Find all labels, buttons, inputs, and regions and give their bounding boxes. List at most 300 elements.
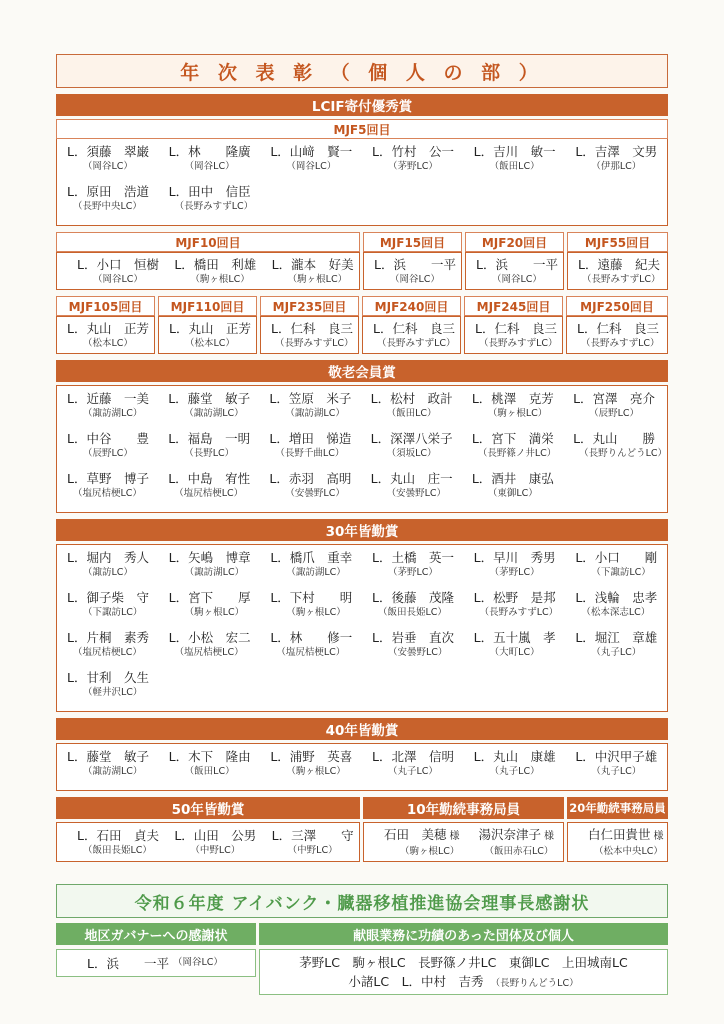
person-name: [169, 549, 261, 566]
person-name-text: L．御子柴 守: [67, 590, 149, 605]
person-name-text: L．片桐 素秀: [67, 630, 149, 645]
person-club: （駒ヶ根LC）: [287, 273, 348, 285]
person-club: （塩尻桔梗LC）: [73, 647, 142, 658]
person-name-text: L．甘利 久生: [67, 670, 149, 685]
person-entry: [362, 589, 464, 629]
jimu20-grid: [578, 826, 667, 859]
person-name-text: L．木下 隆由: [168, 749, 251, 764]
person-club: （諏訪湖LC）: [285, 408, 345, 419]
person-club: （茅野LC）: [387, 567, 438, 578]
person-name-text: L．岩垂 直次: [371, 630, 454, 645]
mjf-row-2: [56, 296, 668, 354]
person-name: [67, 390, 158, 407]
person-entry: [158, 430, 259, 470]
person-name: [169, 143, 261, 160]
person-name: [575, 143, 667, 160]
person-name-text: L．橋田 利雄: [174, 256, 257, 272]
mjf5-grid: [57, 139, 667, 225]
person-name-text: L．吉澤 文男: [575, 144, 658, 159]
person-club: （飯田長姫LC）: [377, 607, 447, 618]
mjf235-box: [260, 316, 359, 354]
person-entry: [361, 430, 462, 470]
kaikin40-header: 40年皆勤賞: [56, 718, 668, 740]
person-club: （岡谷LC）: [492, 273, 542, 285]
person-name-text: L．酒井 康弘: [471, 471, 554, 486]
person-club: （長野千曲LC）: [275, 448, 345, 459]
person-name: [479, 826, 564, 845]
person-club: （松本中央LC）: [594, 845, 663, 857]
person-entry: [159, 629, 261, 669]
person-club: （下諏訪LC）: [83, 607, 143, 618]
person-name: [372, 143, 464, 160]
person-name: [272, 256, 359, 273]
contrib-header: 献眼業務に功績のあった団体及び個人: [259, 923, 668, 945]
person-entry: [159, 549, 261, 589]
person-name: [472, 470, 563, 487]
mjf250-box: [566, 316, 668, 354]
person-name-text: L．草野 博子: [67, 471, 149, 486]
person-club: （軽井沢LC）: [83, 687, 143, 698]
person-club: （諏訪湖LC）: [286, 567, 346, 578]
person-name: L．仁科 良三: [271, 320, 353, 336]
page-title: 年 次 表 彰 （ 個 人 の 部 ）: [56, 54, 668, 88]
person-entry: [158, 470, 259, 510]
keiro-header: 敬老会員賞: [56, 360, 668, 382]
person-club: （飯田長姫LC）: [83, 844, 152, 856]
person-entry: [374, 826, 469, 859]
person-name-text: L．藤堂 敏子: [168, 391, 251, 406]
person-club: （安曇野LC）: [386, 488, 447, 499]
person-name: L．仁科 良三: [475, 320, 557, 336]
mjf55-label: MJF55回目: [567, 232, 668, 252]
person-name-text: L．松野 是邦: [473, 590, 556, 605]
person-name: [169, 748, 261, 765]
person-name: [270, 549, 362, 566]
eyebank-title: 令和６年度 アイバンク・臓器移植推進協会理事長感謝状: [56, 884, 668, 918]
person-name-text: L．笠原 米子: [269, 391, 352, 406]
person-entry: [361, 390, 462, 430]
person-entry: [362, 143, 464, 183]
person-name: L．浜 一平: [374, 256, 456, 272]
person-name: [67, 669, 159, 686]
contrib-line-2: 小諸LC L．中村 吉秀: [348, 973, 484, 989]
person-name-text: L．矢嶋 博章: [168, 550, 251, 565]
person-name: [474, 748, 566, 765]
bottom-awards-row: [56, 797, 668, 862]
person-club: （長野LC）: [184, 448, 235, 459]
person-name: L．丸山 正芳: [67, 320, 149, 336]
person-entry: [565, 549, 667, 589]
mjf10-label: MJF10回目: [56, 232, 360, 252]
person-name-text: L．瀧本 好美: [271, 256, 354, 272]
person-name-text: L．三澤 守: [271, 827, 354, 843]
person-name-text: L．林 隆廣: [168, 144, 251, 159]
person-name-text: L．福島 一明: [168, 431, 251, 446]
kaikin50-header: 50年皆勤賞: [56, 797, 360, 819]
mjf15-box: [363, 252, 462, 290]
person-name-text: L．小松 宏二: [168, 630, 251, 645]
person-name-text: L．五十嵐 孝: [473, 630, 556, 645]
jimu20-header: 20年勤続事務局員: [567, 797, 668, 819]
person-club: （長野みすずLC）: [377, 337, 456, 349]
person-name: [174, 827, 261, 844]
person-club: （長野みすずLC）: [174, 201, 254, 212]
person-name: [474, 589, 566, 606]
person-club: （伊那LC）: [591, 161, 642, 172]
mjf5-label: MJF5回目: [56, 119, 668, 139]
person-club: （駒ヶ根LC）: [190, 273, 250, 285]
person-club: （飯田LC）: [489, 161, 540, 172]
governor-box: [56, 949, 256, 977]
person-club: （塩尻桔梗LC）: [174, 488, 244, 499]
person-name: [270, 629, 362, 646]
jimu10-header: 10年勤続事務局員: [363, 797, 564, 819]
person-club: （長野みすずLC）: [479, 337, 558, 349]
person-entry: [361, 470, 462, 510]
person-club: （岡谷LC）: [286, 161, 337, 172]
person-name: L．丸山 正芳: [169, 320, 251, 336]
person-name: [372, 748, 464, 765]
person-name-text: L．中谷 豊: [67, 431, 149, 446]
person-name-text: L．丸山 康雄: [473, 749, 556, 764]
person-entry: [262, 827, 359, 858]
person-name-text: L．宮下 満栄: [471, 431, 554, 446]
person-club: （長野みすずLC）: [582, 273, 661, 285]
person-name: [270, 589, 362, 606]
person-name: L．遠藤 紀夫: [578, 256, 660, 272]
person-name-text: L．浦野 英喜: [270, 749, 353, 764]
person-club: （松本LC）: [185, 337, 235, 349]
person-name: [269, 390, 360, 407]
person-name-text: L．早川 秀男: [473, 550, 556, 565]
contrib-line-1: 茅野LC 駒ヶ根LC 長野篠ノ井LC 東御LC 上田城南LC: [299, 954, 628, 970]
person-name-text: L．松村 政計: [370, 391, 453, 406]
person-name-text: L．後藤 茂隆: [371, 590, 454, 605]
person-name: [372, 549, 464, 566]
person-name-text: L．中沢甲子雄: [575, 749, 658, 764]
mjf10-grid: [67, 256, 359, 287]
person-entry: [464, 748, 566, 788]
governor-header: 地区ガバナーへの感謝状: [56, 923, 256, 945]
kaikin30-grid: [57, 545, 667, 711]
person-club: （下諏訪LC）: [591, 567, 651, 578]
person-name-text: L．小口 剛: [575, 550, 658, 565]
person-name: [168, 430, 259, 447]
person-name: [272, 827, 359, 844]
person-name: [472, 430, 563, 447]
person-name: [67, 629, 159, 646]
jimu20-box: [567, 822, 668, 862]
person-name: [174, 256, 261, 273]
person-entry: [259, 390, 360, 430]
person-name-text: L．赤羽 高明: [269, 471, 352, 486]
person-club: （岡谷LC）: [390, 273, 440, 285]
person-name-text: L．深澤八栄子: [370, 431, 453, 446]
person-name-text: 湯沢奈津子: [478, 826, 542, 842]
mjf245-box: [464, 316, 563, 354]
page: [56, 54, 668, 995]
person-entry: [67, 827, 164, 858]
person-club: （長野みすずLC）: [479, 607, 559, 618]
person-entry: [464, 549, 566, 589]
person-club: （塩尻桔梗LC）: [276, 647, 346, 658]
person-name-text: L．石田 貞夫: [77, 827, 159, 843]
person-name: [575, 748, 667, 765]
person-name-text: 白仁田貴世: [588, 826, 651, 842]
person-name: [371, 430, 462, 447]
person-club: （駒ヶ根LC）: [286, 607, 346, 618]
person-name: [77, 827, 164, 844]
person-club: （長野みすずLC）: [581, 337, 660, 349]
person-name: [588, 826, 667, 845]
jimu10-box: [363, 822, 564, 862]
person-club: （岡谷LC）: [184, 161, 235, 172]
person-entry: [67, 256, 164, 287]
person-club: （安曇野LC）: [285, 488, 345, 499]
mjf245-label: MJF245回目: [464, 296, 563, 316]
person-name-text: L．増田 悌造: [269, 431, 352, 446]
person-club: （塩尻桔梗LC）: [174, 647, 244, 658]
mjf20-box: [465, 252, 564, 290]
person-name: [169, 629, 261, 646]
person-entry: [462, 470, 563, 510]
person-entry: [464, 629, 566, 669]
person-name: [67, 470, 158, 487]
person-name: [472, 390, 563, 407]
mjf235-label: MJF235回目: [260, 296, 359, 316]
person-entry: [362, 549, 464, 589]
person-name-text: L．須藤 翠巌: [67, 144, 149, 159]
person-club: （諏訪湖LC）: [83, 766, 143, 777]
person-entry: [259, 470, 360, 510]
person-name-text: L．小口 恒樹: [77, 256, 159, 272]
person-entry: [57, 629, 159, 669]
person-entry: [462, 390, 563, 430]
person-name: [67, 549, 159, 566]
person-name: [372, 589, 464, 606]
person-name: [474, 143, 566, 160]
person-entry: [57, 589, 159, 629]
jimu10-grid: [374, 826, 563, 859]
person-entry: [57, 748, 159, 788]
person-entry: [563, 430, 667, 470]
person-name: [67, 748, 159, 765]
person-name-text: L．丸山 勝: [573, 431, 656, 446]
person-club: （岡谷LC）: [83, 161, 133, 172]
person-name-text: L．丸山 庄一: [370, 471, 453, 486]
mjf110-label: MJF110回目: [158, 296, 257, 316]
person-entry: [57, 549, 159, 589]
kaikin30-box: [56, 544, 668, 712]
person-club: （諏訪湖LC）: [184, 408, 244, 419]
person-name-text: L．近藤 一美: [67, 391, 149, 406]
person-name: [169, 183, 261, 200]
person-name: L．仁科 良三: [577, 320, 659, 336]
person-name-text: L．田中 信臣: [168, 184, 251, 199]
person-entry: [565, 748, 667, 788]
person-club: （丸子LC）: [489, 766, 540, 777]
lcif-header: LCIF寄付優秀賞: [56, 94, 668, 116]
person-club: （長野中央LC）: [73, 201, 142, 212]
person-entry: [260, 748, 362, 788]
person-name-text: L．原田 浩道: [67, 184, 149, 199]
person-entry: [57, 470, 158, 510]
honorific: 様: [653, 830, 664, 842]
person-name: [384, 826, 469, 845]
person-club: （塩尻桔梗LC）: [73, 488, 142, 499]
person-name: [474, 549, 566, 566]
mjf240-box: [362, 316, 461, 354]
kaikin30-header: 30年皆勤賞: [56, 519, 668, 541]
person-entry: [57, 430, 158, 470]
person-name: [575, 629, 667, 646]
person-entry: [164, 827, 261, 858]
person-club: （丸子LC）: [591, 647, 642, 658]
mjf20-label: MJF20回目: [465, 232, 564, 252]
person-name: [67, 430, 158, 447]
mjf5-box: [56, 139, 668, 226]
person-club: （中野LC）: [190, 844, 241, 856]
person-club: （諏訪LC）: [83, 567, 133, 578]
person-name: L．浜 一平: [87, 955, 169, 971]
keiro-grid: [57, 386, 667, 512]
person-name: [67, 589, 159, 606]
person-entry: [260, 143, 362, 183]
person-name: [474, 629, 566, 646]
honorific: 様: [449, 830, 460, 842]
person-club: （丸子LC）: [591, 766, 642, 777]
person-name: [67, 143, 159, 160]
person-entry: [159, 143, 261, 183]
contrib-line-2-club: （長野りんどうLC）: [490, 977, 579, 989]
person-entry: [57, 669, 159, 709]
person-name-text: L．竹村 公一: [371, 144, 454, 159]
person-entry: [57, 143, 159, 183]
person-entry: [57, 390, 158, 430]
person-name-text: L．堀江 章雄: [575, 630, 658, 645]
person-name-text: L．土橋 英一: [371, 550, 454, 565]
person-entry: [578, 826, 667, 859]
kaikin40-grid: [57, 744, 667, 790]
person-club: （松本LC）: [83, 337, 133, 349]
person-entry: [469, 826, 564, 859]
person-club: （松本深志LC）: [581, 607, 651, 618]
person-name-text: L．桃澤 克芳: [471, 391, 554, 406]
person-entry: [260, 629, 362, 669]
person-name-text: L．堀内 秀人: [67, 550, 149, 565]
person-entry: [462, 430, 563, 470]
person-club: （丸子LC）: [387, 766, 438, 777]
person-name: [575, 549, 667, 566]
person-name-text: L．山田 公男: [174, 827, 257, 843]
person-club: （飯田赤石LC）: [484, 845, 554, 857]
person-club: （辰野LC）: [589, 408, 639, 419]
person-entry: [159, 589, 261, 629]
eyebank-row: [56, 923, 668, 995]
person-club: （飯田LC）: [386, 408, 437, 419]
person-name: [270, 143, 362, 160]
honorific: 様: [544, 830, 555, 842]
person-name: [573, 390, 667, 407]
person-entry: [159, 748, 261, 788]
person-name: [575, 589, 667, 606]
person-club: （東御LC）: [487, 488, 538, 499]
person-entry: [260, 589, 362, 629]
person-name-text: L．宮澤 亮介: [573, 391, 656, 406]
person-club: （中野LC）: [287, 844, 338, 856]
person-entry: [262, 256, 359, 287]
person-name: [371, 390, 462, 407]
kaikin50-box: [56, 822, 360, 862]
person-name: [371, 470, 462, 487]
person-name: [372, 629, 464, 646]
person-name-text: L．北澤 信明: [371, 749, 454, 764]
keiro-box: [56, 385, 668, 513]
mjf-row-1: [56, 232, 668, 290]
person-club: （諏訪湖LC）: [184, 567, 245, 578]
person-entry: [565, 629, 667, 669]
contrib-box: [259, 949, 668, 995]
mjf105-label: MJF105回目: [56, 296, 155, 316]
person-entry: [158, 390, 259, 430]
person-name-text: L．吉川 敏一: [473, 144, 556, 159]
person-name: [169, 589, 261, 606]
person-name: [269, 430, 360, 447]
person-club: （駒ヶ根LC）: [400, 845, 460, 857]
person-name-text: L．山﨑 賢一: [270, 144, 353, 159]
person-club: （駒ヶ根LC）: [487, 408, 548, 419]
person-name: [67, 183, 159, 200]
person-entry: [260, 549, 362, 589]
mjf110-box: [158, 316, 257, 354]
person-entry: [362, 748, 464, 788]
person-name: [168, 390, 259, 407]
person-entry: [565, 589, 667, 629]
kaikin50-grid: [67, 827, 359, 858]
person-name: [573, 430, 667, 447]
person-entry: [565, 143, 667, 183]
person-entry: [464, 589, 566, 629]
person-club: （長野篠ノ井LC）: [477, 448, 557, 459]
person-club: （駒ヶ根LC）: [286, 766, 346, 777]
person-name: [270, 748, 362, 765]
person-entry: [362, 629, 464, 669]
mjf15-label: MJF15回目: [363, 232, 462, 252]
person-club: （長野りんどうLC）: [579, 448, 667, 459]
person-club: （茅野LC）: [387, 161, 438, 172]
mjf240-label: MJF240回目: [362, 296, 461, 316]
person-club: （岡谷LC）: [172, 957, 223, 968]
person-entry: [259, 430, 360, 470]
person-entry: [57, 183, 159, 223]
person-club: （諏訪湖LC）: [83, 408, 143, 419]
person-club: （須坂LC）: [386, 448, 437, 459]
person-club: （辰野LC）: [83, 448, 133, 459]
mjf55-box: [567, 252, 668, 290]
person-name: L．仁科 良三: [373, 320, 455, 336]
person-club: （飯田LC）: [184, 766, 235, 777]
person-name: [168, 470, 259, 487]
person-name-text: L．橋爪 重幸: [270, 550, 353, 565]
person-club: （長野みすずLC）: [275, 337, 354, 349]
person-entry: [159, 183, 261, 223]
person-entry: [164, 256, 261, 287]
person-club: （茅野LC）: [489, 567, 540, 578]
person-entry: [563, 390, 667, 430]
person-name-text: L．浅輪 忠孝: [575, 590, 658, 605]
person-name-text: L．宮下 厚: [168, 590, 251, 605]
person-name: L．浜 一平: [476, 256, 558, 272]
